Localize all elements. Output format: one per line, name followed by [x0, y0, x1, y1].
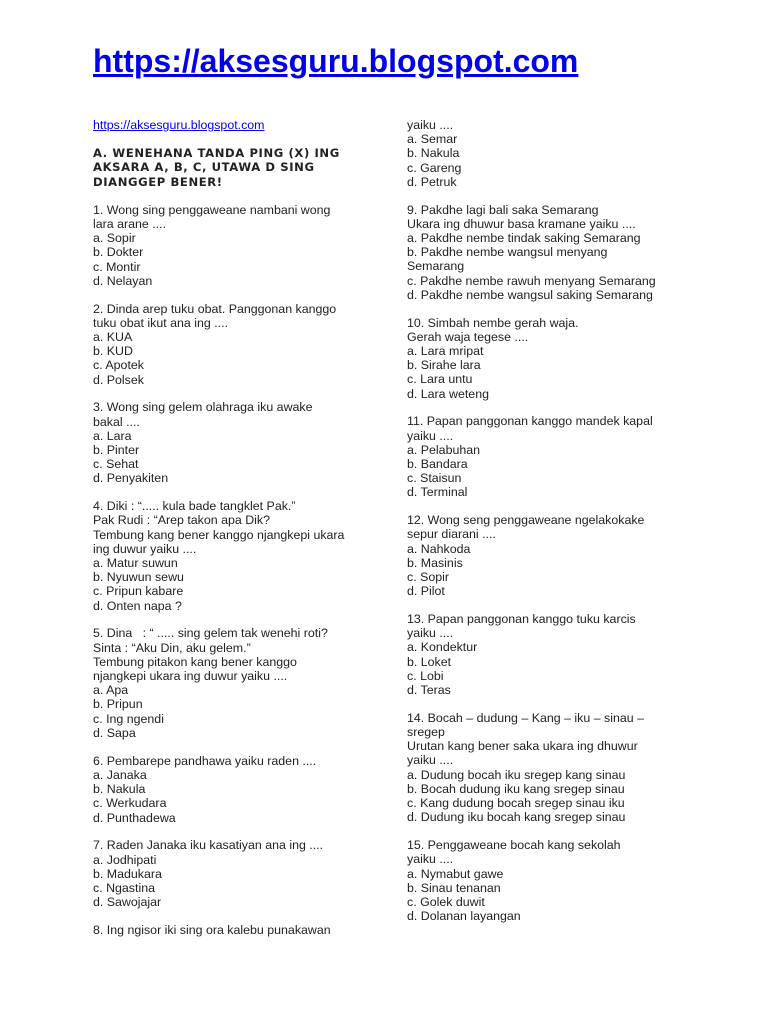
question-line: lara arane ....: [93, 217, 167, 232]
question-line: b. Nakula: [407, 146, 460, 161]
question-line: c. Pripun kabare: [93, 584, 184, 599]
question-line: d. Sapa: [93, 725, 136, 740]
question-block: [93, 499, 383, 613]
question-line: c. Lara untu: [407, 372, 473, 387]
question-line: b. KUD: [93, 344, 133, 359]
question-line: a. Jodhipati: [93, 852, 157, 867]
question-line: a. Pelabuhan: [407, 442, 481, 457]
question-line: c. Werkudara: [93, 796, 167, 811]
section-title: A. WENEHANA TANDA PING (X) ING AKSARA A, B, C, UTAWA D SING DIANGGEP BENER!: [93, 146, 340, 189]
question-line: Tembung pitakon kang bener kanggo: [93, 654, 297, 669]
question-line: a. Lara: [93, 428, 132, 443]
question-text: 12. Wong seng penggaweane ngelakokake: [407, 513, 645, 528]
question-text: 10. Simbah nembe gerah waja.: [407, 315, 579, 330]
question-line: tuku obat ikut ana ing ....: [93, 315, 229, 330]
question-line: d. Sawojajar: [93, 895, 162, 910]
question-line: c. Sopir: [407, 570, 450, 585]
question-block: [407, 118, 687, 189]
question-line: b. Pinter: [93, 443, 140, 458]
question-line: b. Loket: [407, 654, 452, 669]
question-line: c. Ing ngendi: [93, 711, 164, 726]
question-line: a. Dudung bocah iku sregep kang sinau: [407, 767, 626, 782]
question-line: d. Pilot: [407, 584, 445, 599]
question-line: d. Penyakiten: [93, 471, 169, 486]
question-line: a. KUA: [93, 330, 133, 345]
question-line: a. Apa: [93, 683, 129, 698]
question-line: c. Apotek: [93, 358, 144, 373]
question-line: njangkepi ukara ing duwur yaiku ....: [93, 669, 288, 684]
question-line: c. Sehat: [93, 457, 139, 472]
question-line: a. Janaka: [93, 767, 147, 782]
question-line: bakal ....: [93, 414, 140, 429]
question-line: a. Kondektur: [407, 640, 478, 655]
question-line: b. Masinis: [407, 555, 463, 570]
question-line: b. Nakula: [93, 782, 146, 797]
question-line: d. Nelayan: [93, 273, 153, 288]
right-column: [407, 118, 687, 937]
question-line: yaiku ....: [407, 428, 454, 443]
site-small-link[interactable]: https://aksesguru.blogspot.com: [93, 118, 265, 132]
question-line: yaiku ....: [407, 753, 454, 768]
question-block: [93, 923, 383, 937]
question-line: Sinta : “Aku Din, aku gelem.”: [93, 640, 251, 655]
question-line: sepur diarani ....: [407, 527, 496, 542]
question-text: yaiku ....: [407, 118, 454, 132]
question-block: [93, 203, 383, 288]
question-line: d. Punthadewa: [93, 810, 176, 825]
question-line: a. Matur suwun: [93, 556, 178, 571]
question-line: d. Petruk: [407, 174, 457, 189]
question-line: b. Pakdhe nembe wangsul menyang: [407, 245, 608, 260]
question-text: 1. Wong sing penggaweane nambani wong: [93, 202, 331, 217]
question-block: [407, 612, 687, 697]
question-line: Urutan kang bener saka ukara ing dhuwur: [407, 739, 638, 754]
question-line: a. Lara mripat: [407, 344, 484, 359]
question-line: c. Kang dudung bocah sregep sinau iku: [407, 796, 625, 811]
question-block: [93, 754, 383, 825]
left-column: [93, 118, 383, 951]
question-line: b. Pripun: [93, 697, 143, 712]
question-line: b. Sinau tenanan: [407, 880, 501, 895]
question-line: d. Lara weteng: [407, 386, 489, 401]
question-line: Pak Rudi : “Arep takon apa Dik?: [93, 513, 271, 528]
question-text: 15. Penggaweane bocah kang sekolah: [407, 838, 621, 853]
question-block: [93, 626, 383, 740]
question-line: sregep: [407, 725, 445, 740]
question-line: Semarang: [407, 259, 465, 274]
question-line: d. Pakdhe nembe wangsul saking Semarang: [407, 287, 653, 302]
question-block: [407, 711, 687, 825]
question-line: c. Ngastina: [93, 880, 155, 895]
left-question-list: [93, 203, 383, 937]
question-line: b. Madukara: [93, 866, 162, 881]
question-line: yaiku ....: [407, 626, 454, 641]
question-text: 14. Bocah – dudung – Kang – iku – sinau –: [407, 710, 644, 725]
question-line: c. Lobi: [407, 668, 444, 683]
question-line: d. Polsek: [93, 372, 144, 387]
question-line: Ukara ing dhuwur basa kramane yaiku ....: [407, 216, 636, 231]
question-line: b. Bandara: [407, 457, 468, 472]
question-line: c. Staisun: [407, 471, 462, 486]
question-line: b. Sirahe lara: [407, 358, 481, 373]
question-text: 5. Dina : “ ..... sing gelem tak wenehi roti?: [93, 626, 328, 641]
question-text: 11. Papan panggonan kanggo mandek kapal: [407, 414, 653, 429]
question-line: ing duwur yaiku ....: [93, 541, 197, 556]
question-block: [407, 838, 687, 923]
question-text: 6. Pembarepe pandhawa yaiku raden ....: [93, 753, 317, 768]
question-text: 4. Diki : “..... kula bade tangklet Pak.”: [93, 499, 296, 514]
question-text: 7. Raden Janaka iku kasatiyan ana ing ....: [93, 838, 324, 853]
site-banner-link[interactable]: https://aksesguru.blogspot.com: [93, 43, 579, 79]
question-block: [407, 414, 687, 499]
right-question-list: [407, 118, 687, 923]
question-line: a. Nymabut gawe: [407, 866, 504, 881]
question-line: d. Dudung iku bocah kang sregep sinau: [407, 810, 626, 825]
question-line: c. Pakdhe nembe rawuh menyang Semarang: [407, 273, 656, 288]
question-block: [407, 316, 687, 401]
question-line: a. Pakdhe nembe tindak saking Semarang: [407, 231, 641, 246]
question-line: Tembung kang bener kanggo njangkepi ukara: [93, 527, 345, 542]
question-line: Gerah waja tegese ....: [407, 329, 529, 344]
question-line: b. Bocah dudung iku kang sregep sinau: [407, 781, 625, 796]
question-block: [93, 302, 383, 387]
question-line: c. Montir: [93, 259, 141, 274]
question-block: [93, 838, 383, 909]
question-line: d. Teras: [407, 683, 451, 698]
question-line: a. Nahkoda: [407, 541, 471, 556]
question-block: [407, 513, 687, 598]
question-text: 2. Dinda arep tuku obat. Panggonan kanggo: [93, 301, 337, 316]
question-line: b. Dokter: [93, 245, 144, 260]
question-text: 13. Papan panggonan kanggo tuku karcis: [407, 612, 636, 627]
question-text: 3. Wong sing gelem olahraga iku awake: [93, 400, 313, 415]
question-line: a. Sopir: [93, 231, 136, 246]
question-line: b. Nyuwun sewu: [93, 570, 184, 585]
question-line: a. Semar: [407, 132, 458, 147]
question-text: 8. Ing ngisor iki sing ora kalebu punakawan: [93, 922, 331, 937]
question-line: d. Dolanan layangan: [407, 909, 521, 924]
question-block: [407, 203, 687, 302]
question-line: yaiku ....: [407, 852, 454, 867]
question-block: [93, 400, 383, 485]
question-line: d. Terminal: [407, 485, 468, 500]
question-line: d. Onten napa ?: [93, 598, 182, 613]
question-text: 9. Pakdhe lagi bali saka Semarang: [407, 202, 599, 217]
question-line: c. Golek duwit: [407, 894, 485, 909]
question-line: c. Gareng: [407, 160, 462, 175]
